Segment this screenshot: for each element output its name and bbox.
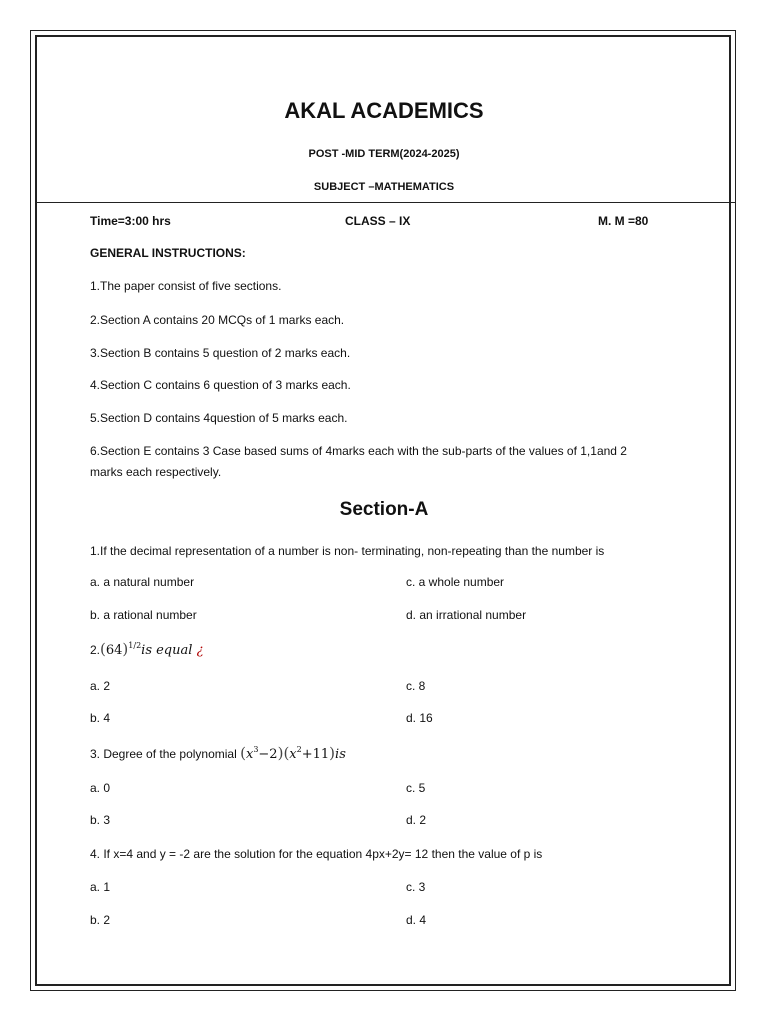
q1-option-d: d. an irrational number [406,608,527,622]
max-marks-label: M. M =80 [598,214,649,228]
instruction-item: marks each respectively. [90,465,222,479]
q3-option-a: a. 0 [90,781,111,795]
instruction-item: 2.Section A contains 20 MCQs of 1 marks each. [90,313,345,327]
q2-option-c: c. 8 [406,679,426,693]
instruction-item: 6.Section E contains 3 Case based sums of 4marks each with the sub-parts of the values of 1,1and 2 [90,444,627,458]
q4-option-d: d. 4 [406,913,427,927]
class-label: CLASS – IX [345,214,411,228]
question-3 [90,744,346,762]
time-label: Time=3:00 hrs [90,214,171,228]
q2-option-a: a. 2 [90,679,111,693]
q2-option-d: d. 16 [406,711,433,725]
q3-expression: $(x^3-2)(x^2+11)is$ [240,744,346,762]
q1-option-b: b. a rational number [90,608,197,622]
q1-option-c: c. a whole number [406,575,505,589]
exam-title: POST -MID TERM(2024-2025) [308,148,460,160]
header-divider [35,202,735,203]
instruction-item: 4.Section C contains 6 question of 3 marks each. [90,378,351,392]
q4-option-a: a. 1 [90,880,111,894]
q3-option-b: b. 3 [90,813,111,827]
q2-number: 2. [90,643,101,657]
instruction-item: 3.Section B contains 5 question of 2 marks each. [90,346,351,360]
q4-option-c: c. 3 [406,880,426,894]
question-4: 4. If x=4 and y = -2 are the solution for the equation 4px+2y= 12 then the value of p is [90,847,543,861]
q2-option-b: b. 4 [90,711,111,725]
q1-option-a: a. a natural number [90,575,195,589]
q3-prefix: 3. Degree of the polynomial [90,747,237,761]
q4-option-b: b. 2 [90,913,111,927]
instruction-item: 5.Section D contains 4question of 5 marks each. [90,411,348,425]
question-1: 1.If the decimal representation of a number is non- terminating, non-repeating than the number is [90,544,605,558]
instructions-heading: GENERAL INSTRUCTIONS: [90,246,246,260]
question-2 [90,640,204,658]
q3-option-c: c. 5 [406,781,426,795]
q2-expression: $(64)^{1/2}is$ equal ¿ [100,640,204,658]
instruction-item: 1.The paper consist of five sections. [90,279,282,293]
section-a-title: Section-A [339,499,429,520]
subject-title: SUBJECT –MATHEMATICS [313,181,455,193]
school-title: AKAL ACADEMICS [284,98,484,123]
q3-option-d: d. 2 [406,813,427,827]
